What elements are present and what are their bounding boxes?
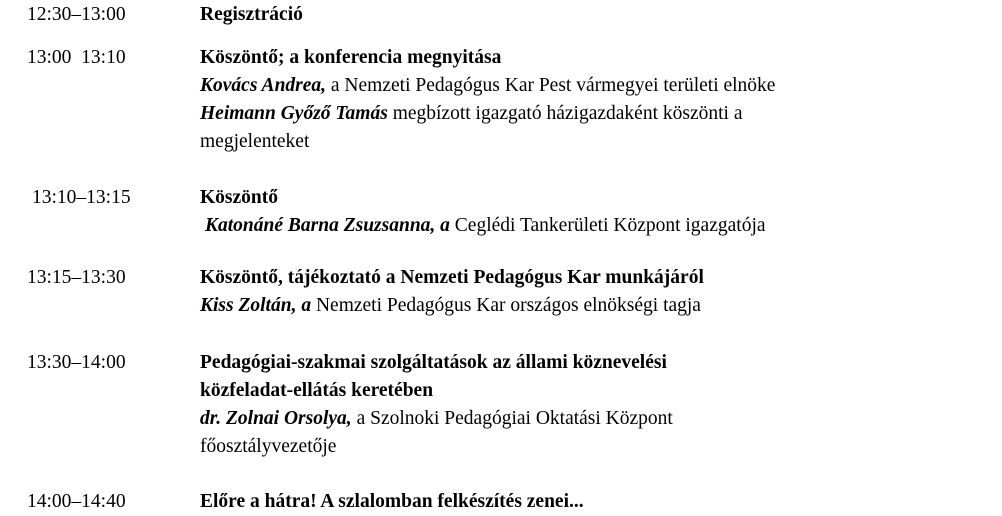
agenda-content	[200, 44, 920, 156]
agenda-time: 13:30–14:00	[27, 352, 126, 373]
agenda-title: Előre a hátra! A szlalomban felkészítés zenei...	[200, 491, 584, 512]
agenda-content	[200, 349, 920, 461]
speaker-name: Katonáné Barna Zsuzsanna, a	[205, 215, 450, 236]
agenda-content	[200, 1, 920, 29]
agenda-title-continued: közfeladat-ellátás keretében	[200, 380, 434, 401]
speaker-line	[200, 72, 920, 100]
speaker-line	[200, 405, 920, 433]
agenda-content	[200, 184, 920, 240]
agenda-content	[200, 488, 920, 516]
agenda-title: Regisztráció	[200, 4, 303, 25]
speaker-name: Heimann Győző Tamás	[200, 103, 388, 124]
speaker-line	[200, 212, 920, 240]
speaker-role: főosztályvezetője	[200, 436, 337, 457]
speaker-line	[200, 128, 920, 156]
agenda-content	[200, 264, 920, 320]
speaker-name: Kiss Zoltán, a	[200, 295, 312, 316]
agenda-title: Köszöntő; a konferencia megnyitása	[200, 47, 502, 68]
speaker-role: megbízott igazgató házigazdaként köszönti a	[387, 103, 743, 124]
agenda-title: Köszöntő, tájékoztató a Nemzeti Pedagógus Kar munkájáról	[200, 267, 704, 288]
speaker-name: dr. Zolnai Orsolya,	[200, 408, 352, 429]
speaker-line	[200, 433, 920, 461]
speaker-line	[200, 100, 920, 128]
speaker-role: Nemzeti Pedagógus Kar országos elnökségi tagja	[311, 295, 701, 316]
speaker-line	[200, 292, 920, 320]
agenda-time: 14:00–14:40	[27, 491, 126, 512]
speaker-role: Ceglédi Tankerületi Központ igazgatója	[449, 215, 766, 236]
agenda-time: 13:15–13:30	[27, 267, 126, 288]
speaker-role: a Nemzeti Pedagógus Kar Pest vármegyei területi elnöke	[326, 75, 776, 96]
speaker-name: Kovács Andrea,	[200, 75, 327, 96]
agenda-title: Pedagógiai-szakmai szolgáltatások az állami köznevelési	[200, 352, 667, 373]
agenda-time: 12:30–13:00	[27, 4, 126, 25]
speaker-role: megjelenteket	[200, 131, 310, 152]
agenda-time: 13:10–13:15	[32, 187, 131, 208]
agenda-title: Köszöntő	[200, 187, 278, 208]
speaker-role: a Szolnoki Pedagógiai Oktatási Központ	[351, 408, 673, 429]
agenda-time: 13:00 13:10	[27, 47, 126, 68]
